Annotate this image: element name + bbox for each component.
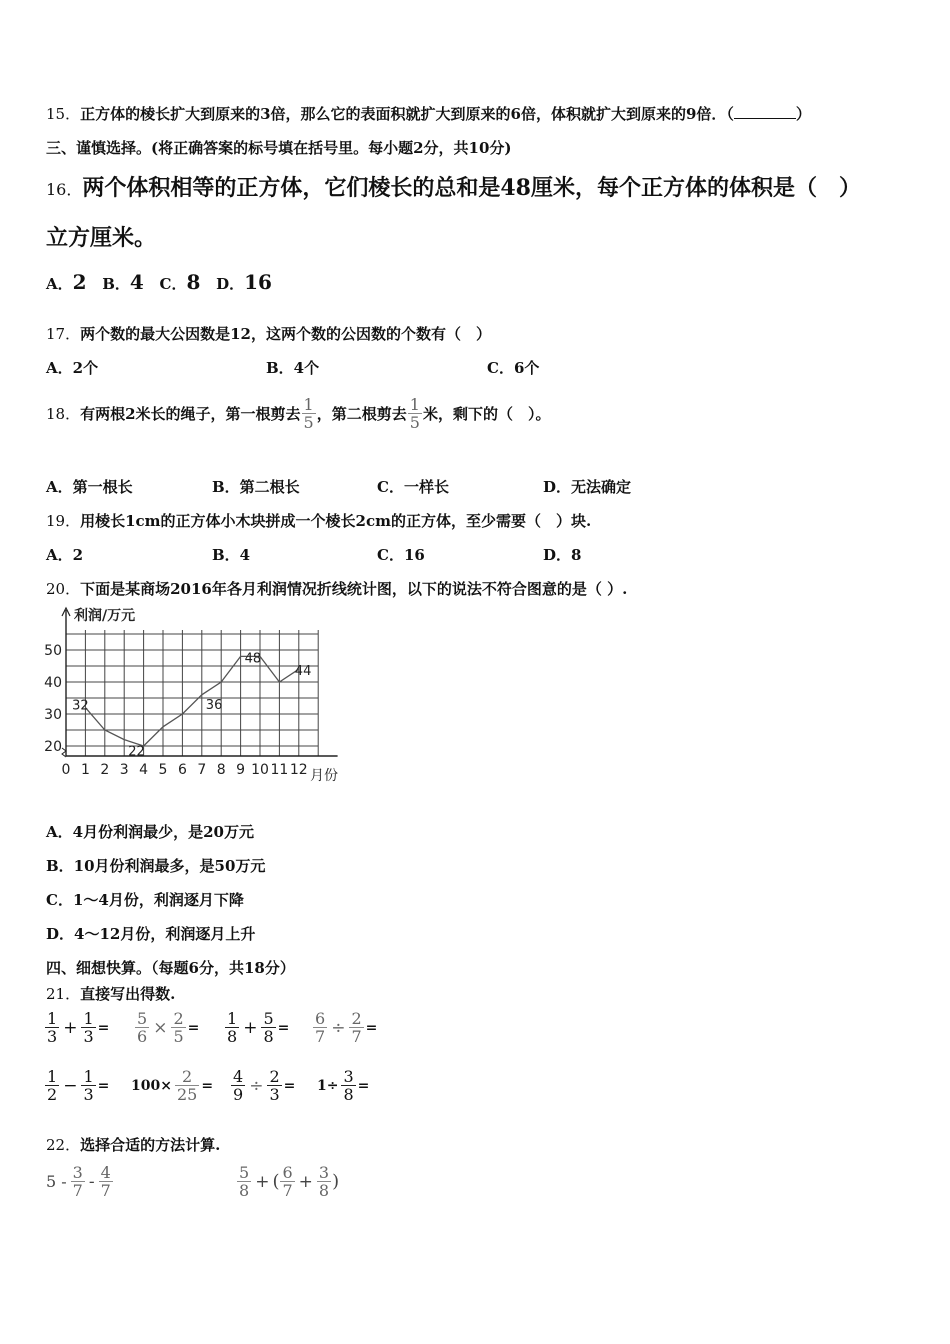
x-tick-label: 2 — [100, 762, 110, 778]
calc-22-2: $\frac{5}{8}$ + ( $\frac{6}{7}$ + $\frac{3}{8}$ ) — [239, 1163, 340, 1200]
y-tick-label: 30 — [44, 707, 62, 723]
data-label: 22 — [128, 744, 145, 760]
section-4-title: 四、细想快算。（每题6分，共18分） — [46, 959, 295, 977]
calc-1: $\frac{1}{3}$ + $\frac{1}{3}$ = — [47, 1009, 110, 1046]
question-text: 两个数的最大公因数是12，这两个数的公因数的个数有（ ） — [80, 325, 491, 343]
y-axis-label: 利润/万元 — [74, 608, 136, 624]
calc-5: $\frac{1}{2}$ − $\frac{1}{3}$ = — [47, 1067, 110, 1104]
question-16 — [46, 171, 861, 202]
fraction: $\frac{4}{7}$ — [100, 1163, 111, 1200]
x-tick-label: 12 — [289, 762, 308, 778]
chart-grid — [66, 630, 318, 756]
y-tick-label: 40 — [44, 675, 62, 691]
question-16-line2: 立方厘米。 — [46, 225, 157, 251]
question-text: 下面是某商场2016年各月利润情况折线统计图，以下的说法不符合图意的是（ ）. — [80, 580, 628, 598]
calc-3: $\frac{1}{8}$ + $\frac{5}{8}$ = — [227, 1009, 290, 1046]
fraction: $\frac{5}{6}$ — [137, 1009, 148, 1046]
fraction: $\frac{4}{9}$ — [233, 1067, 244, 1104]
fraction: $\frac{2}{7}$ — [351, 1009, 362, 1046]
x-tick-label: 11 — [270, 762, 289, 778]
fraction: $\frac{1}{8}$ — [227, 1009, 238, 1046]
question-text: 有两根2米长的绳子，第一根剪去 — [80, 404, 301, 423]
calc-4: $\frac{6}{7}$ ÷ $\frac{2}{7}$ = — [315, 1009, 378, 1046]
fraction: $\frac{3}{8}$ — [343, 1067, 354, 1104]
calc-22-1: 5 - $\frac{3}{7}$ - $\frac{4}{7}$ — [46, 1163, 111, 1200]
q19-option-a[interactable]: A．2 — [46, 546, 84, 564]
x-tick-label: 5 — [158, 762, 168, 778]
fraction: $\frac{5}{8}$ — [239, 1163, 250, 1200]
data-label: 32 — [72, 698, 89, 714]
x-tick-label: 8 — [216, 762, 226, 778]
fraction: $\frac{2}{5}$ — [173, 1009, 184, 1046]
x-tick-label: 0 — [61, 762, 71, 778]
calc-7: $\frac{4}{9}$ ÷ $\frac{2}{3}$ = — [233, 1067, 296, 1104]
fraction: $\frac{6}{7}$ — [282, 1163, 293, 1200]
question-text: 用棱长1cm的正方体小木块拼成一个棱长2cm的正方体，至少需要（ ）块. — [80, 512, 592, 530]
y-tick-label: 20 — [44, 739, 62, 755]
fraction: $\frac{1}{3}$ — [83, 1067, 94, 1104]
profit-series-line — [85, 656, 298, 746]
q18-option-b[interactable]: B．第二根长 — [212, 478, 300, 496]
question-text: 正方体的棱长扩大到原来的3倍，那么它的表面积就扩大到原来的6倍，体积就扩大到原来的9倍．（ — [80, 105, 734, 123]
data-label: 44 — [294, 664, 312, 680]
fraction: $\frac{1}{3}$ — [47, 1009, 58, 1046]
question-text: 选择合适的方法计算. — [80, 1136, 221, 1154]
fraction: $\frac{1}{2}$ — [47, 1067, 58, 1104]
x-tick-label: 10 — [251, 762, 269, 778]
calc-6: 100× $\frac{2}{25}$ = — [131, 1067, 214, 1104]
question-number: 21． — [46, 985, 81, 1003]
q17-option-b[interactable]: B．4个 — [266, 359, 320, 377]
section-3-title: 三、谨慎选择。(将正确答案的标号填在括号里。每小题2分，共10分) — [46, 139, 512, 157]
q20-option-d[interactable]: D．4～12月份，利润逐月上升 — [46, 925, 256, 943]
fraction: $\frac{5}{8}$ — [263, 1009, 274, 1046]
bracket-close: ） — [795, 105, 811, 123]
q20-option-a[interactable]: A．4月份利润最少，是20万元 — [46, 823, 254, 841]
fraction: $\frac{1}{3}$ — [83, 1009, 94, 1046]
question-19 — [46, 510, 591, 531]
fraction: $\frac{6}{7}$ — [315, 1009, 326, 1046]
question-text: 米，剩下的（ ）。 — [422, 404, 551, 423]
option-b[interactable]: B．4 — [102, 270, 144, 294]
question-20 — [46, 578, 627, 599]
option-a[interactable]: A．2 — [46, 270, 87, 294]
q19-option-b[interactable]: B．4 — [212, 546, 251, 564]
question-22 — [46, 1134, 220, 1155]
fraction: $\frac{1}{5}$ — [409, 394, 420, 432]
q18-option-a[interactable]: A．第一根长 — [46, 478, 133, 496]
x-tick-label: 1 — [80, 762, 90, 778]
q18-option-c[interactable]: C．一样长 — [377, 478, 449, 496]
profit-line-chart — [40, 602, 360, 792]
question-16-options — [46, 270, 272, 294]
calc-2: $\frac{5}{6}$ × $\frac{2}{5}$ = — [137, 1009, 200, 1046]
question-text: 直接写出得数. — [80, 985, 176, 1003]
x-axis-label: 月份 — [310, 768, 338, 784]
fraction: $\frac{3}{7}$ — [72, 1163, 83, 1200]
x-tick-label: 9 — [236, 762, 246, 778]
question-number: 22． — [46, 1136, 81, 1154]
fraction: $\frac{1}{5}$ — [303, 394, 314, 432]
fraction: $\frac{2}{25}$ — [176, 1067, 198, 1104]
q17-option-c[interactable]: C．6个 — [487, 359, 540, 377]
y-tick-label: 50 — [44, 643, 62, 659]
fraction: $\frac{3}{8}$ — [318, 1163, 330, 1200]
question-number: 19． — [46, 512, 81, 530]
q19-option-d[interactable]: D．8 — [543, 546, 582, 564]
option-d[interactable]: D．16 — [216, 270, 272, 294]
x-tick-label: 4 — [139, 762, 149, 778]
question-number: 15． — [46, 105, 81, 123]
question-text: 两个体积相等的正方体，它们棱长的总和是48厘米，每个正方体的体积是（ ） — [82, 175, 861, 201]
question-17 — [46, 323, 491, 344]
data-label: 36 — [205, 697, 223, 713]
calc-8: 1÷ $\frac{3}{8}$ = — [317, 1067, 370, 1104]
question-21 — [46, 983, 175, 1004]
question-15 — [46, 103, 811, 124]
answer-blank[interactable] — [734, 106, 796, 119]
q20-option-b[interactable]: B．10月份利润最多，是50万元 — [46, 857, 266, 875]
q18-option-d[interactable]: D．无法确定 — [543, 478, 632, 496]
q19-option-c[interactable]: C．16 — [377, 546, 425, 564]
x-tick-label: 3 — [119, 762, 129, 778]
q20-option-c[interactable]: C．1～4月份，利润逐月下降 — [46, 891, 244, 909]
question-number: 17． — [46, 325, 81, 343]
data-label: 48 — [244, 651, 262, 667]
question-text: ，第二根剪去 — [316, 404, 407, 423]
question-number: 18． — [46, 404, 81, 423]
option-c[interactable]: C．8 — [159, 270, 201, 294]
question-number: 20． — [46, 580, 81, 598]
fraction: $\frac{2}{3}$ — [269, 1067, 280, 1104]
x-tick-label: 6 — [177, 762, 187, 778]
question-18 — [46, 390, 550, 436]
q17-option-a[interactable]: A．2个 — [46, 359, 99, 377]
question-number: 16． — [46, 180, 83, 199]
x-tick-label: 7 — [197, 762, 207, 778]
